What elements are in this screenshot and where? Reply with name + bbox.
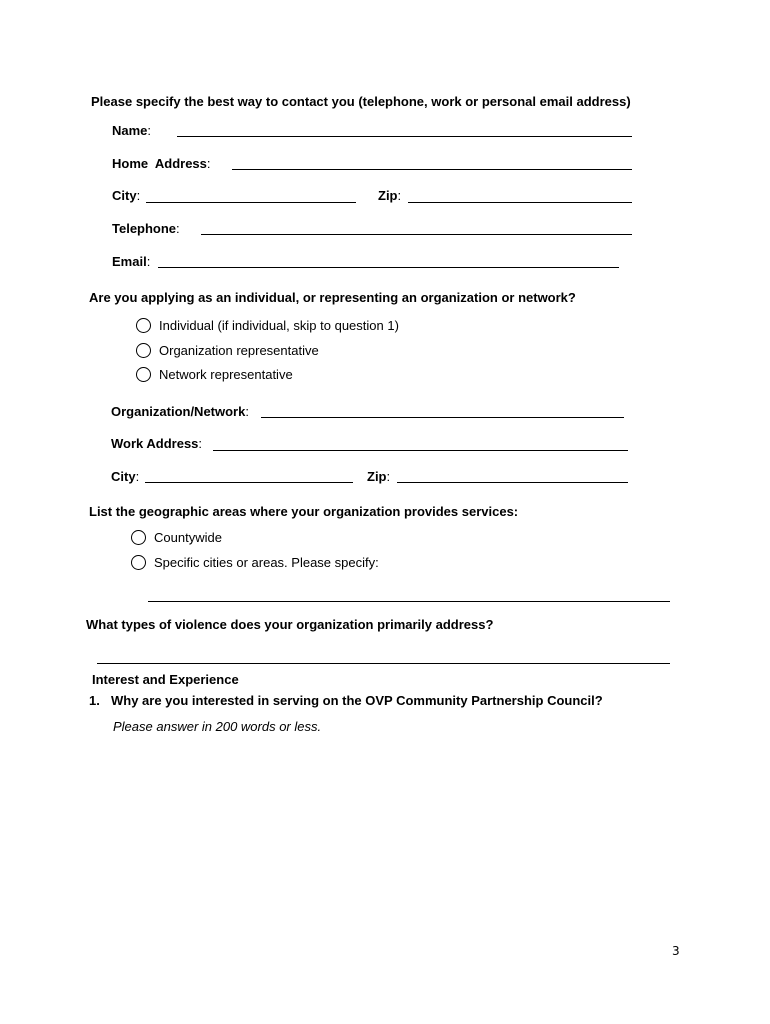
radio-icon[interactable] (131, 555, 146, 570)
option-specific-cities[interactable] (131, 555, 379, 570)
org-city-field[interactable] (145, 482, 353, 483)
work-address-label: Work Address: (111, 436, 203, 451)
question-1-text: Why are you interested in serving on the OVP Community Partnership Council? (111, 693, 603, 708)
telephone-field[interactable] (201, 234, 632, 235)
radio-icon[interactable] (136, 343, 151, 358)
option-label: Specific cities or areas. Please specify: (154, 555, 379, 570)
option-label: Countywide (154, 530, 222, 545)
name-label: Name: (112, 123, 152, 138)
work-address-field[interactable] (213, 450, 628, 451)
violence-field[interactable] (97, 663, 670, 664)
org-zip-label: Zip: (367, 469, 391, 484)
contact-heading: Please specify the best way to contact you (telephone, work or personal email address) (91, 94, 631, 109)
applicant-type-question: Are you applying as an individual, or representing an organization or network? (89, 290, 576, 305)
zip-label: Zip: (378, 188, 402, 203)
option-network-representative[interactable] (136, 367, 293, 382)
org-city-label: City: (111, 469, 140, 484)
radio-icon[interactable] (131, 530, 146, 545)
option-label: Individual (if individual, skip to question 1) (159, 318, 399, 333)
geographic-question: List the geographic areas where your organization provides services: (89, 504, 519, 519)
home-address-label: Home Address: (112, 156, 211, 171)
option-label: Network representative (159, 367, 293, 382)
interest-heading: Interest and Experience (92, 672, 239, 687)
zip-field[interactable] (408, 202, 632, 203)
telephone-label: Telephone: (112, 221, 180, 236)
page-number: 3 (672, 944, 680, 958)
question-1-number: 1. (89, 693, 100, 708)
option-label: Organization representative (159, 343, 319, 358)
organization-field[interactable] (261, 417, 624, 418)
name-field[interactable] (177, 136, 632, 137)
option-individual[interactable] (136, 318, 399, 333)
city-field[interactable] (146, 202, 356, 203)
home-address-field[interactable] (232, 169, 632, 170)
option-countywide[interactable] (131, 530, 222, 545)
email-field[interactable] (158, 267, 619, 268)
option-organization-representative[interactable] (136, 343, 319, 358)
city-label: City: (112, 188, 141, 203)
org-zip-field[interactable] (397, 482, 628, 483)
violence-question: What types of violence does your organization primarily address? (86, 617, 494, 632)
organization-label: Organization/Network: (111, 404, 249, 419)
question-1-note: Please answer in 200 words or less. (113, 719, 322, 734)
radio-icon[interactable] (136, 367, 151, 382)
radio-icon[interactable] (136, 318, 151, 333)
email-label: Email: (112, 254, 151, 269)
specific-areas-field[interactable] (148, 601, 670, 602)
